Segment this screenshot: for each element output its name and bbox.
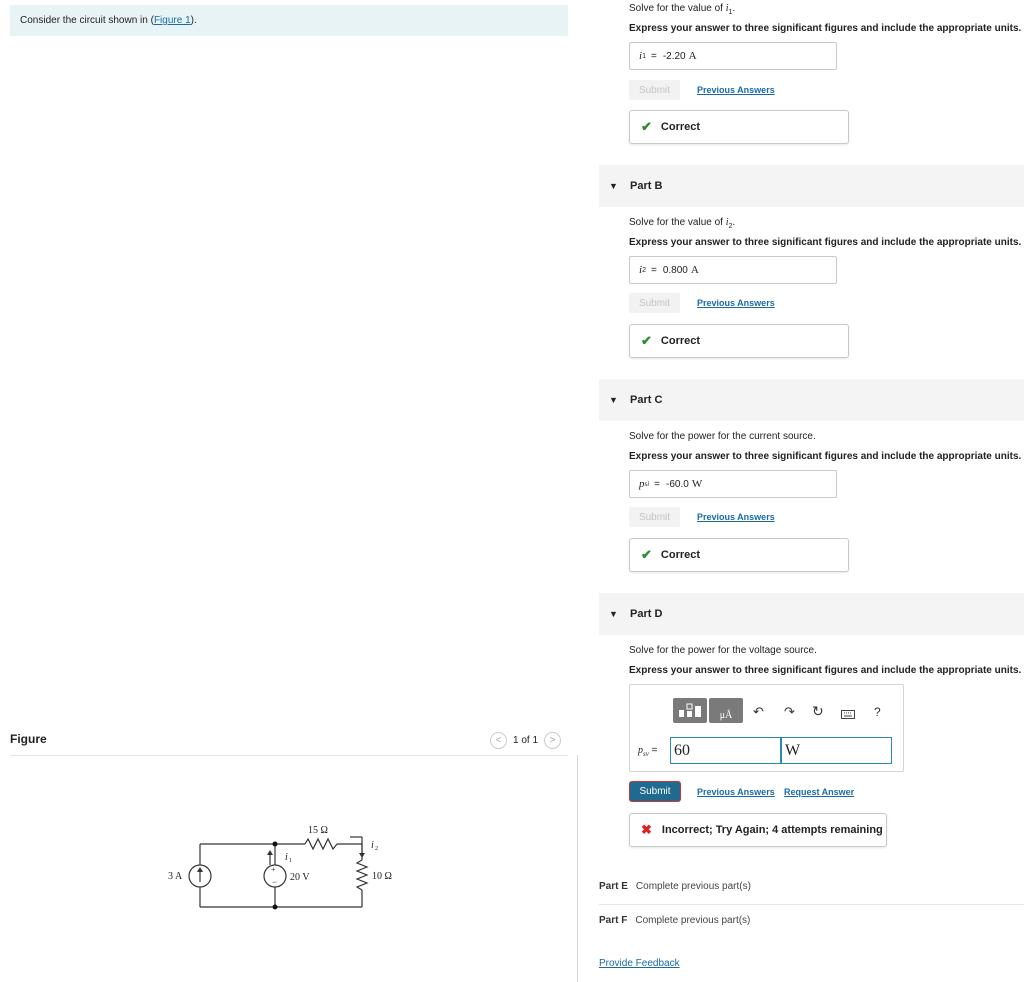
partC-header[interactable]: [599, 379, 1024, 421]
partA-feedback: ✔ Correct: [629, 110, 849, 144]
redo-icon[interactable]: ↷: [784, 704, 795, 719]
i1-arrowhead: [267, 850, 273, 855]
partD-unit-input[interactable]: W: [781, 737, 892, 764]
plus-sign: +: [271, 865, 276, 874]
figure-heading: Figure: [10, 732, 47, 746]
partC-answer-value: -60.0: [666, 478, 689, 490]
partD-feedback: ✖ Incorrect; Try Again; 4 attempts remaining: [629, 813, 887, 847]
partD-math-editor: [629, 684, 904, 772]
reset-icon[interactable]: ↻: [812, 703, 824, 719]
voltage-source-label: 20 V: [290, 872, 310, 883]
i1-subscript: 1: [289, 858, 292, 864]
figure-page-indicator: 1 of 1: [513, 735, 539, 746]
partA-answer-field: i 1 = -2.20 A: [629, 42, 837, 70]
partC-submit-button: Submit: [629, 507, 680, 527]
templates-button[interactable]: [673, 698, 707, 723]
partB-header[interactable]: [599, 165, 1024, 207]
partF-status: Complete previous part(s): [635, 915, 751, 926]
check-icon: ✔: [641, 119, 652, 134]
i1-label: i: [285, 852, 288, 863]
undo-icon[interactable]: ↶: [753, 704, 764, 719]
problem-statement-text: Consider the circuit shown in (: [20, 15, 154, 26]
partA-answer-unit: A: [688, 50, 697, 62]
resistor-15-ohm-symbol: [305, 839, 337, 849]
resistor-10-ohm-symbol: [357, 860, 367, 890]
partD-title: Part D: [630, 608, 663, 620]
figure-divider: [10, 755, 568, 756]
next-figure-button[interactable]: >: [544, 732, 561, 749]
node-top: [273, 842, 278, 847]
i2-subscript: 2: [375, 846, 378, 852]
collapse-triangle-icon: ▼: [609, 181, 618, 191]
partC-instruction: Express your answer to three significant figures and include the appropriate units.: [629, 451, 1022, 462]
partE-row: [599, 881, 751, 892]
partC-title: Part C: [630, 394, 663, 406]
check-icon: ✔: [641, 333, 652, 348]
provide-feedback-link[interactable]: Provide Feedback: [599, 958, 680, 969]
partD-header[interactable]: [599, 593, 1024, 635]
partB-answer-field: i 2 = 0.800 A: [629, 256, 837, 284]
resistor-10-ohm-label: 10 Ω: [372, 871, 392, 882]
partE-title: Part E: [599, 881, 628, 892]
collapse-triangle-icon: ▼: [609, 609, 618, 619]
partE-status: Complete previous part(s): [635, 881, 751, 892]
partB-previous-answers-link[interactable]: Previous Answers: [697, 298, 775, 308]
current-source-label: 3 A: [168, 871, 183, 882]
circuit-diagram: [160, 815, 420, 920]
partD-request-answer-link[interactable]: Request Answer: [784, 787, 855, 797]
partC-answer-field: p si = -60.0 W: [629, 470, 837, 498]
partC-previous-answers-link[interactable]: Previous Answers: [697, 512, 775, 522]
templates-icon: [673, 698, 707, 723]
partF-title: Part F: [599, 915, 628, 926]
figure-link[interactable]: Figure 1: [153, 15, 191, 26]
partA-answer-value: -2.20: [662, 50, 686, 62]
partB-answer-value: 0.800: [662, 264, 688, 276]
i2-arrowhead: [359, 853, 365, 858]
part-separator: [599, 904, 1024, 905]
partA-instruction: Express your answer to three significant figures and include the appropriate units.: [629, 23, 1022, 34]
minus-sign: −: [272, 877, 278, 887]
partB-instruction: Express your answer to three significant figures and include the appropriate units.: [629, 237, 1022, 248]
partD-instruction: Express your answer to three significant figures and include the appropriate units.: [629, 665, 1022, 676]
collapse-triangle-icon: ▼: [609, 395, 618, 405]
partD-value-input[interactable]: 60: [670, 737, 781, 764]
partB-submit-button: Submit: [629, 293, 680, 313]
resistor-15-ohm-label: 15 Ω: [308, 825, 328, 836]
partC-answer-unit: W: [691, 478, 703, 490]
keyboard-icon[interactable]: [841, 710, 855, 719]
partB-answer-unit: A: [690, 264, 699, 276]
partD-previous-answers-link[interactable]: Previous Answers: [697, 787, 775, 797]
partA-question: Solve for the value of $i_1$.: [629, 3, 736, 16]
help-icon[interactable]: ?: [874, 705, 881, 719]
partA-submit-button: Submit: [629, 80, 680, 100]
partB-title: Part B: [630, 180, 663, 192]
prev-figure-button[interactable]: <: [490, 732, 507, 749]
partC-question: Solve for the power for the current source.: [629, 431, 816, 442]
problem-statement-tail: ).: [190, 15, 197, 26]
units-button[interactable]: μÅ: [709, 698, 743, 723]
node-bottom: [273, 905, 278, 910]
check-icon: ✔: [641, 547, 652, 562]
panel-divider: [577, 755, 578, 982]
partD-variable-label: $p_{sv}$ =: [638, 745, 658, 758]
partF-row: [599, 915, 750, 926]
figure-pager: [490, 732, 561, 749]
partD-question: Solve for the power for the voltage source.: [629, 645, 817, 656]
cross-icon: ✖: [641, 822, 652, 837]
partB-question: Solve for the value of $i_2$.: [629, 217, 736, 230]
partD-submit-button[interactable]: Submit: [630, 782, 680, 801]
i2-label: i: [371, 840, 374, 851]
partA-previous-answers-link[interactable]: Previous Answers: [697, 85, 775, 95]
partC-feedback: ✔ Correct: [629, 538, 849, 572]
partB-feedback: ✔ Correct: [629, 324, 849, 358]
problem-statement: [20, 15, 197, 26]
